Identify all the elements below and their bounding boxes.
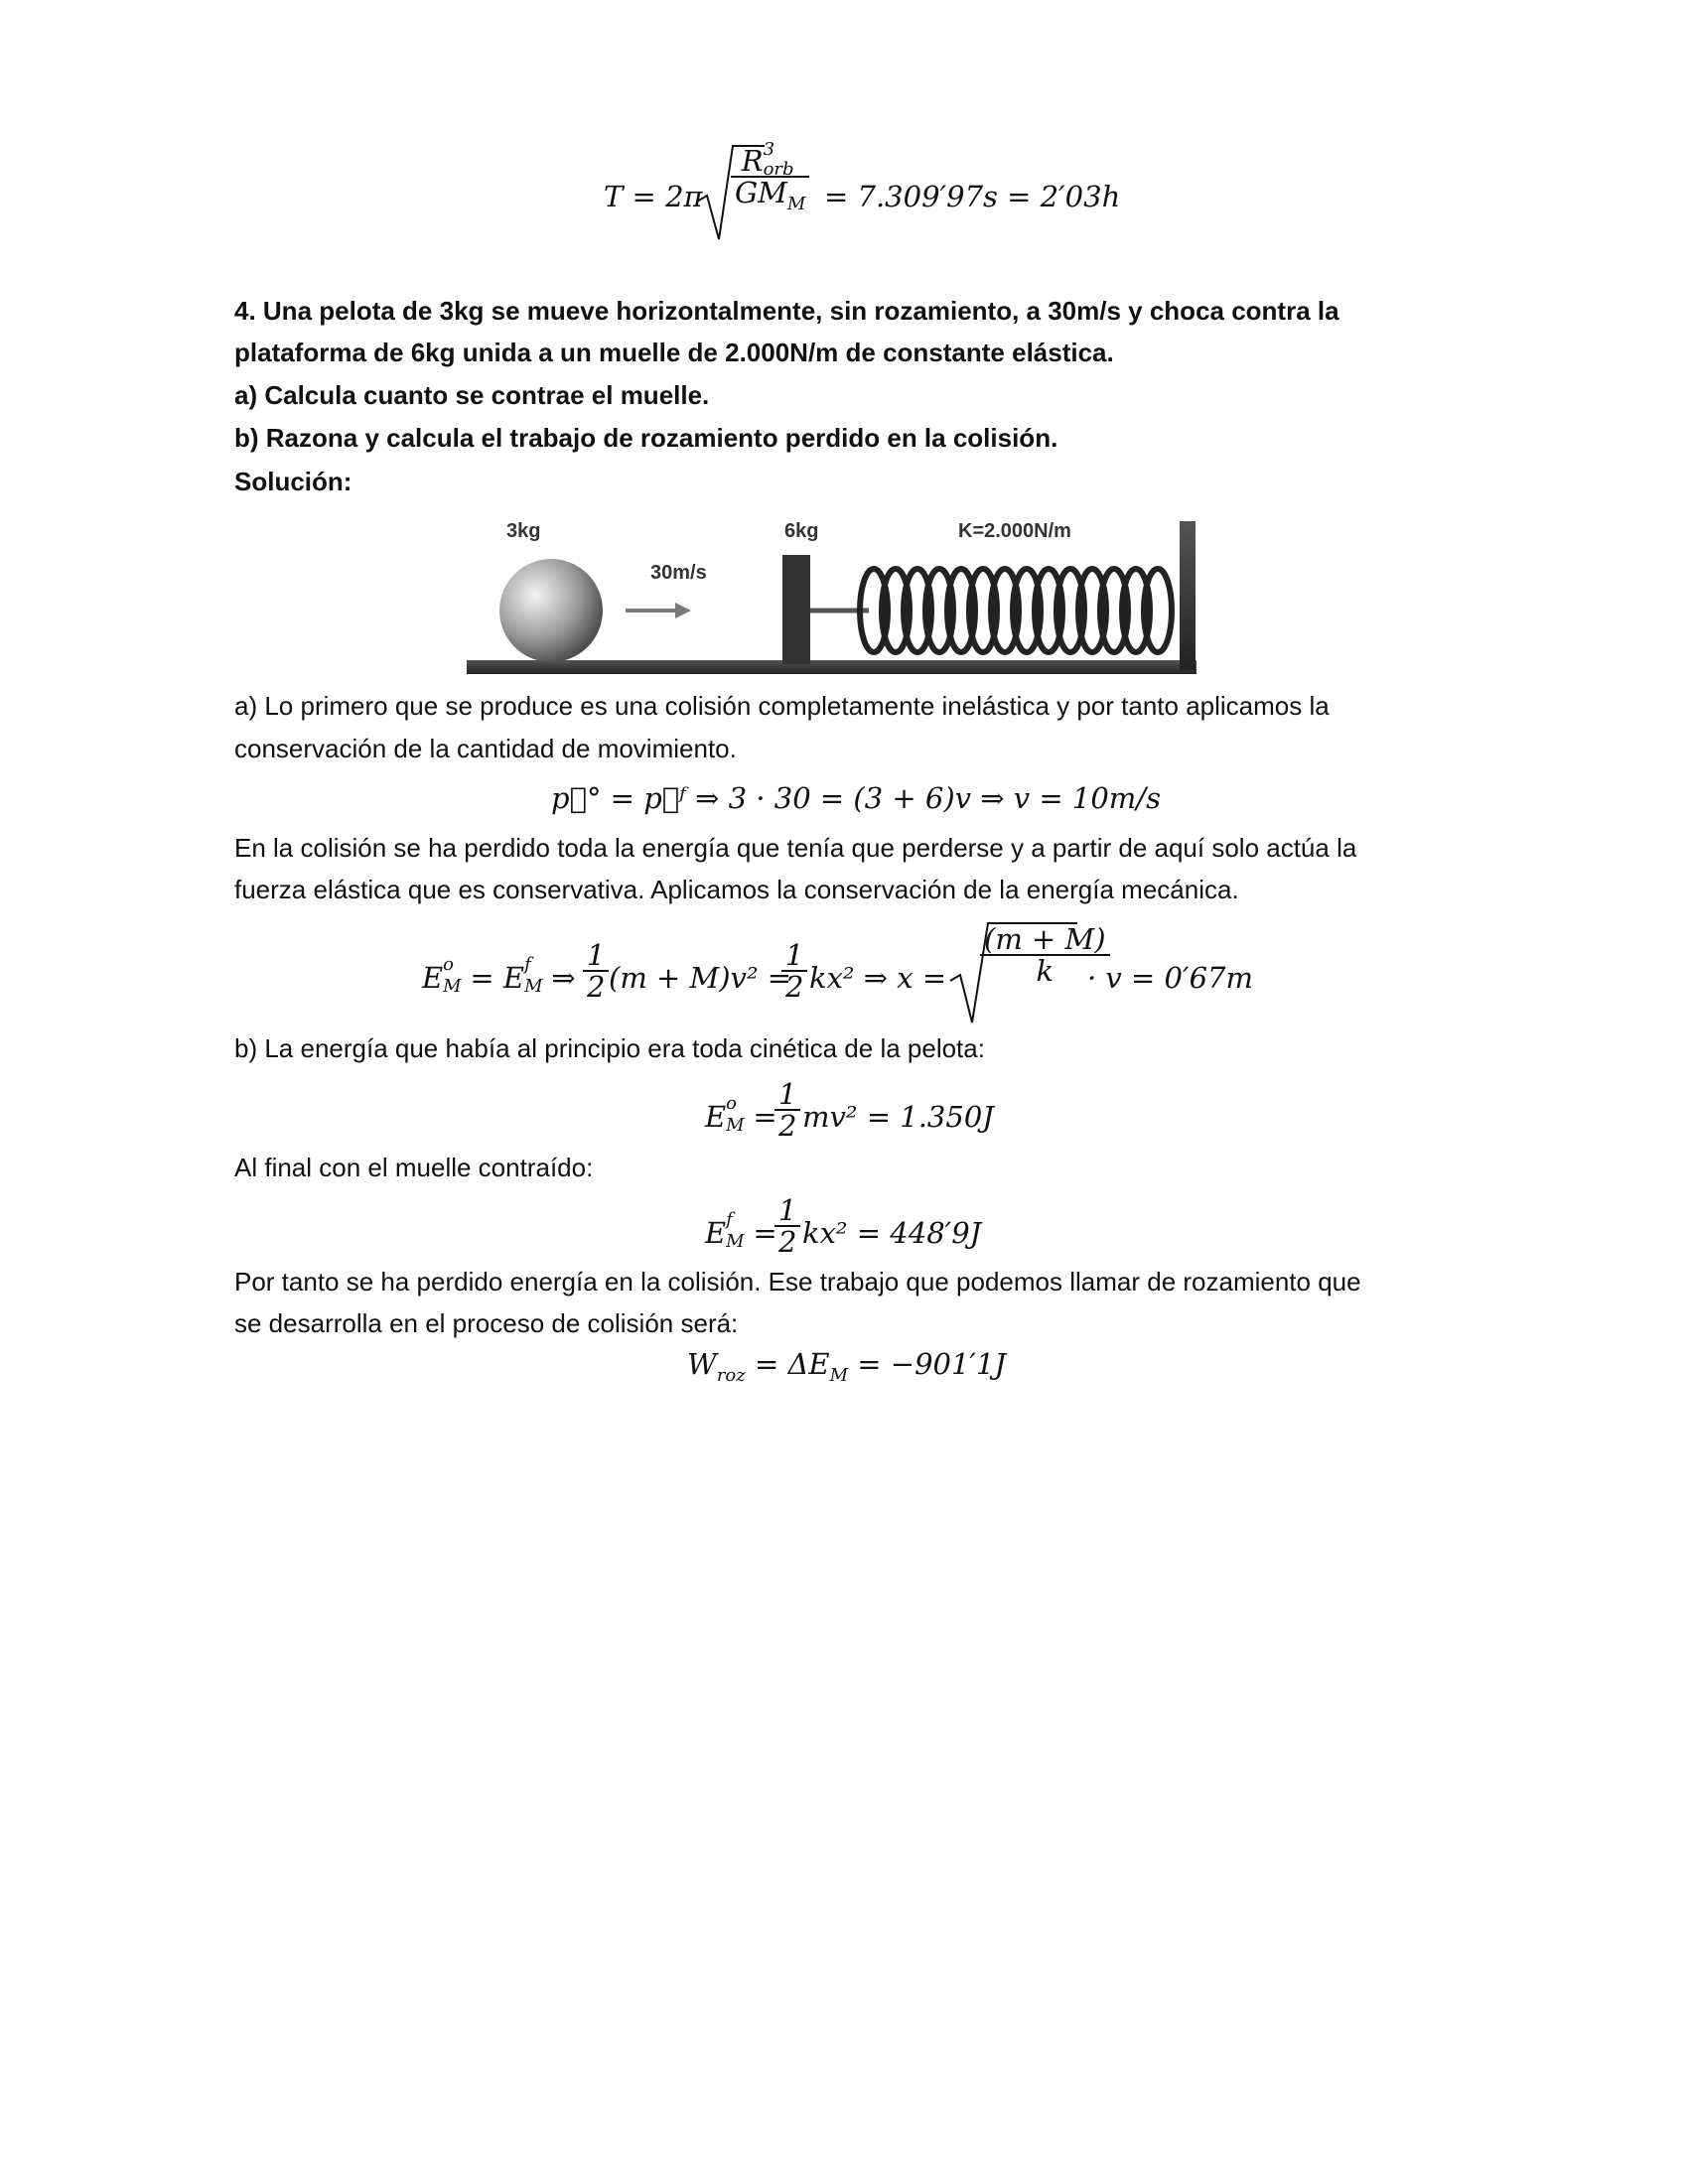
period-result: = 7.309′97s = 2′03h [824, 180, 1121, 213]
ball [499, 559, 603, 662]
energy-formula: E o M = E f M ⇒ $\frac{1}{2}$ (m + M)v² = $\frac{1}{2}$ kx² ⇒ x = $\frac{(m + M)}{k}$ · v = 0′67m [422, 918, 1276, 1027]
momentum-formula: p⃗° = p⃗ᶠ ⇒ 3 · 30 = (3 + 6)v ⇒ v = 10m/s [551, 781, 1161, 815]
solution-label: Solución: [234, 467, 352, 496]
problem-statement-line1: 4. Una pelota de 3kg se mueve horizontalmente, sin rozamiento, a 30m/s y choca contra la [234, 296, 1339, 326]
wall [1180, 521, 1196, 670]
solution-final-line: Al final con el muelle contraído: [234, 1153, 594, 1182]
spring-constant-label: K=2.000N/m [958, 520, 1071, 542]
problem-part-a: a) Calcula cuanto se contrae el muelle. [234, 380, 710, 410]
period-fraction: R 3 orb $GM_M$ [731, 146, 809, 208]
solution-b-line: b) La energía que había al principio era toda cinética de la pelota: [234, 1033, 985, 1063]
work-formula: $W_{roz} = \Delta E_M = -901'1J$ [687, 1347, 1007, 1386]
period-lhs: T = 2π [604, 180, 703, 213]
platform-mass-label: 6kg [784, 520, 819, 542]
conclusion-line2: se desarrolla en el proceso de colisión será: [234, 1308, 739, 1338]
ball-mass-label: 3kg [506, 520, 541, 542]
speed-label: 30m/s [650, 562, 707, 584]
problem-part-b: b) Razona y calcula el trabajo de rozamiento perdido en la colisión. [234, 423, 1058, 453]
floor [467, 660, 1196, 674]
solution-a-line1: a) Lo primero que se produce es una colisión completamente inelástica y por tanto aplicamos la [234, 691, 1330, 721]
velocity-arrow [626, 603, 691, 618]
solution-after-line2: fuerza elástica que es conservativa. Aplicamos la conservación de la energía mecánica. [234, 875, 1239, 904]
solution-a-line2: conservación de la cantidad de movimiento. [234, 734, 737, 763]
spring [860, 569, 1172, 652]
collision-figure [467, 511, 1221, 690]
problem-statement-line2: plataforma de 6kg unida a un muelle de 2.000N/m de constante elástica. [234, 338, 1114, 367]
solution-after-line1: En la colisión se ha perdido toda la energía que tenía que perderse y a partir de aquí solo actúa la [234, 833, 1357, 863]
conclusion-line1: Por tanto se ha perdido energía en la colisión. Ese trabajo que podemos llamar de rozamiento que [234, 1267, 1361, 1297]
platform [782, 555, 810, 664]
